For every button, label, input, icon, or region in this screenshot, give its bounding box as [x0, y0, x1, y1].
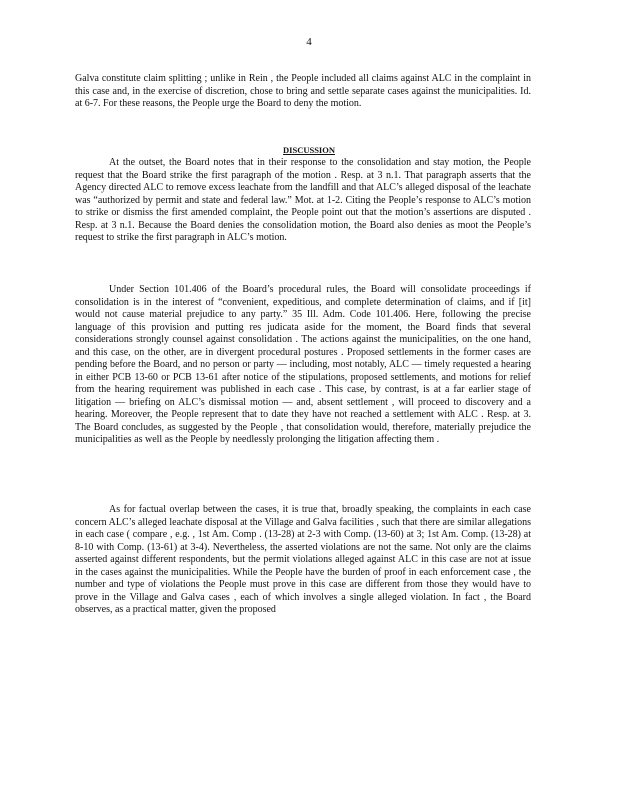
paragraph-text: Under Section 101.406 of the Board’s procedural rules, the Board will consolidate proceedings if consolidation is in the interest of “convenient, expeditious, and complete determination of claims, and if [it] would not cause material prejudice to any party.” 35 Ill. Adm. Code 101.406. Here, following the precise language of this provision and putting res judicata aside for the moment, the Board finds that several considerations strongly counsel against consolidation . The actions against the municipalities, on the one hand, and this case, on the other, are in divergent procedural postures . Proposed settlements in the former cases are pending before the Board, and no person or party — including, most notably, ALC — timely requested a hearing in either PCB 13-60 or PCB 13-61 after notice of the stipulations, proposed settlements, and motions for relief from the hearing requirement was published in each case . This case, by contrast, is at a far earlier stage of litigation — briefing on ALC’s dismissal motion — and, absent settlement , will proceed to discovery and a hearing. Moreover, the People represent that to date they have not reached a settlement with ALC . Resp. at 3. The Board concludes, as suggested by the People , that consolidation would, therefore, materially prejudice the municipalities as well as the People by needlessly prolonging the litigation affecting them . — [75, 284, 531, 445]
paragraph-text: At the outset, the Board notes that in their response to the consolidation and stay motion, the People request that the Board strike the first paragraph of the motion . Resp. at 3 n.1. That paragraph asserts that the Agency directed ALC to remove excess leachate from the landfill and that ALC’s alleged disposal of the leachate was “authorized by permit and state and federal law.” Mot. at 1-2. Citing the People’s response to ALC’s motion to strike or dismiss the first amended complaint, the People point out that the motion’s assertions are disputed . Resp. at 3 n.1. Because the Board denies the consolidation motion, the Board also denies as moot the People’s request to strike the first paragraph in ALC’s motion. — [75, 157, 531, 243]
section-heading-discussion: DISCUSSION — [283, 145, 335, 155]
paragraph-text: Galva constitute claim splitting ; unlike in Rein , the People included all claims against ALC in the complaint in this case and, in the exercise of discretion, chose to bring and settle separate cases against the municipalities. Id. at 6-7. For these reasons, the People urge the Board to deny the motion. — [75, 73, 531, 109]
paragraph-factual-overlap — [75, 504, 531, 617]
paragraph-consolidation-rule — [75, 284, 531, 447]
paragraph-text: As for factual overlap between the cases, it is true that, broadly speaking, the complaints in each case concern ALC’s alleged leachate disposal at the Village and Galva facilities , such that there are similar allegations in each case ( compare , e.g. , 1st Am. Comp . (13-28) at 2-3 with Comp. (13-60) at 3; 1st Am. Comp. (13-28) at 8-10 with Comp. (13-61) at 3-4). Nevertheless, the asserted violations are not the same. Not only are the claims asserted against different respondents, but the permit violations alleged against ALC in this case are not at issue in the cases against the municipalities. While the People have the burden of proof in each enforcement case , the number and type of violations the People must prove in this case are different from those they would have to prove in the Village and Galva cases , each of which involves a single alleged violation. In fact , the Board observes, as a practical matter, given the proposed — [75, 504, 531, 615]
page-number: 4 — [306, 36, 312, 48]
paragraph-claim-splitting — [75, 73, 531, 111]
paragraph-strike-request — [75, 157, 531, 245]
